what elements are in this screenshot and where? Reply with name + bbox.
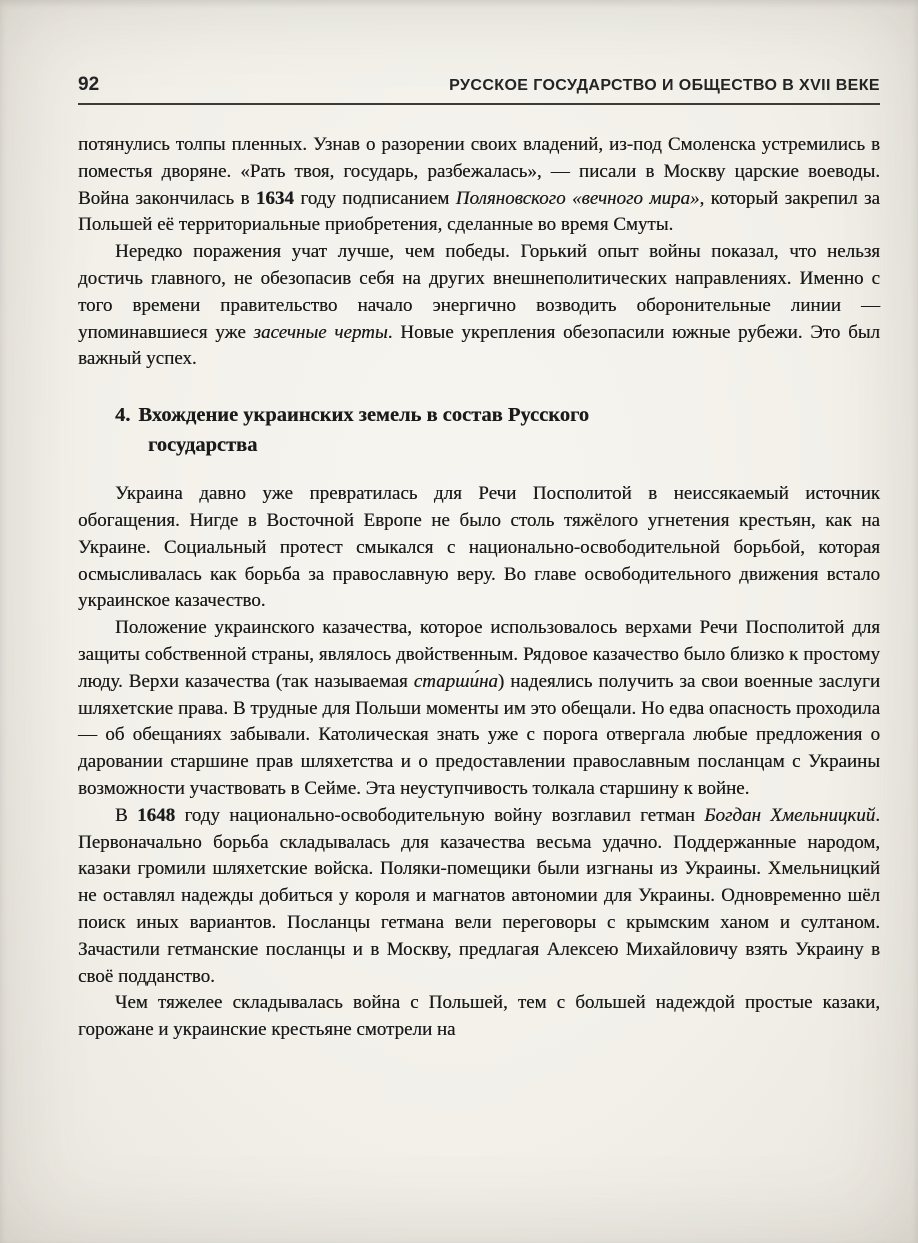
section-heading [78, 400, 653, 460]
paragraph-defensive-lines: Нередко поражения учат лучше, чем победы. Горький опыт войны показал, что нельзя достичь главного, не обезопасив себя на других внешнеполитических направлениях. Именно с того времени правительство начало энергично возводить оборонительные линии — упоминавшиеся уже засечные черты. Новые укрепления обезопасили южные рубежи. Это был важный успех. [78, 241, 880, 370]
paragraph-smolensk-war-end: потянулись толпы пленных. Узнав о разорении своих владений, из-под Смоленска устремились в поместья дворяне. «Рать твоя, государь, разбежалась», — писали в Москву царские воеводы. Война закончилась в 1634 году подписанием Поляновского «вечного мира», который закрепил за Польшей её территориальные приобретения, сделанные во время Смуты. [78, 134, 880, 236]
page-number: 92 [78, 74, 100, 95]
page-header [78, 74, 880, 96]
paragraph-khmelnitsky-war: В 1648 году национально-освободительную войну возглавил гетман Богдан Хмельницкий. Первоначально борьба складывалась для казачества весьма удачно. Поддержанные народом, казаки громили шляхетские войска. Поляки-помещики были изгнаны из Украины. Хмельницкий не оставлял надежды добиться у короля и магнатов автономии для Украины. Одновременно шёл поиск иных вариантов. Посланцы гетмана вели переговоры с крымским ханом и султаном. Зачастили гетманские посланцы и в Москву, предлагая Алексею Михайловичу взять Украину в своё подданство. [78, 804, 880, 987]
paragraph-cossack-position: Положение украинского казачества, которое использовалось верхами Речи Посполитой для защиты собственной страны, являлось двойственным. Рядовое казачество было близко к простому люду. Верхи казачества (так называемая старши́на) надеялись получить за свои военные заслуги шляхетские права. В трудные для Польши моменты им это обещали. Но едва опасность проходила — об обещаниях забывали. Католическая знать уже с порога отвергала любые предложения о даровании старшине прав шляхетства и о предоставлении православным посланцам с Украины возможности участвовать в Сейме. Эта неуступчивость толкала старшину к войне. [78, 617, 880, 799]
section-title: Вхождение украинских земель в состав Русского государства [138, 404, 590, 457]
header-rule [78, 103, 880, 105]
page-body [78, 132, 880, 1044]
running-title: РУССКОЕ ГОСУДАРСТВО И ОБЩЕСТВО В XVII ВЕКЕ [449, 77, 880, 94]
section-number: 4. [115, 404, 131, 427]
paragraph-ukraine-oppression: Украина давно уже превратилась для Речи Посполитой в неиссякаемый источник обогащения. Нигде в Восточной Европе не было столь тяжёлого угнетения крестьян, как на Украине. Социальный протест смыкался с национально-освободительной борьбой, которая осмысливалась как борьба за православную веру. Во главе освободительного движения встало украинское казачество. [78, 483, 880, 612]
paragraph-war-with-poland: Чем тяжелее складывалась война с Польшей, тем с большей надеждой простые казаки, горожане и украинские крестьяне смотрели на [78, 992, 880, 1041]
